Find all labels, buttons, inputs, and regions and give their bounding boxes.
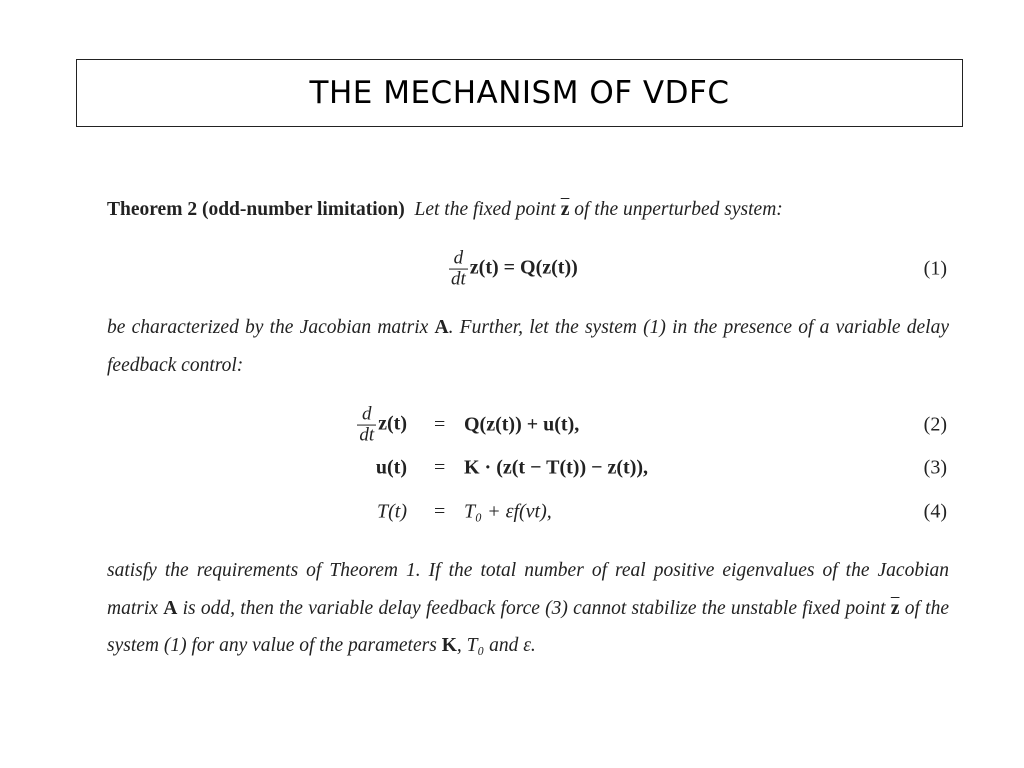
derivative-fraction [449, 249, 468, 290]
equation-2 [107, 405, 949, 445]
equation-3 [107, 448, 949, 488]
equation-2-lhs-expression: z(t) [378, 412, 407, 435]
paragraph-2 [107, 309, 949, 384]
delay-symbol: T₀ [466, 635, 485, 656]
equals-sign: = [434, 413, 446, 436]
epsilon-symbol: ε [523, 635, 531, 656]
paragraph-3-text-c: of the system (1) for any value of the parameters [107, 597, 950, 656]
paragraph-2-text-b: . Further, let the system (1) in the presence of a variable delay feedback control: [107, 317, 950, 376]
paragraph-3-text-f: . [530, 635, 536, 656]
equals-sign: = [434, 500, 446, 523]
jacobian-symbol: A [163, 597, 178, 619]
equation-2-rhs: Q(z(t)) + u(t), [464, 413, 580, 436]
equation-1-body [449, 249, 578, 290]
theorem-heading: Theorem 2 (odd-number limitation) [107, 199, 405, 220]
slide-title: THE MECHANISM OF VDFC [309, 75, 730, 111]
equation-3-number: (3) [923, 456, 947, 479]
equals-sign: = [434, 456, 446, 479]
fraction-numerator: d [453, 247, 464, 269]
gain-matrix-symbol: K [441, 635, 457, 656]
paragraph-2-text-a: be characterized by the Jacobian matrix [107, 317, 429, 338]
equation-4-lhs: T(t) [377, 500, 407, 523]
derivative-fraction [357, 405, 376, 446]
theorem-intro-text-a: Let the fixed point [414, 199, 556, 220]
fraction-denominator: dt [359, 424, 375, 446]
paragraph-3-text-e: and [489, 635, 519, 656]
fixed-point-symbol: $\overline{z}$ [560, 199, 570, 220]
paragraph-3-text-d: , [456, 635, 462, 656]
equation-3-lhs: u(t) [375, 456, 407, 479]
equation-3-rhs: K · (z(t − T(t)) − z(t)), [464, 456, 649, 479]
theorem-intro-text-b: of the unperturbed system: [574, 199, 783, 220]
equation-4-number: (4) [923, 500, 947, 523]
fraction-denominator: dt [451, 268, 466, 290]
fraction-numerator: d [362, 403, 372, 425]
equation-4-rhs: T₀ + εf(νt), [464, 500, 552, 523]
equation-1 [107, 249, 949, 289]
equation-1-number: (1) [923, 257, 947, 280]
slide-title-box [76, 59, 963, 127]
equation-4 [107, 492, 949, 532]
fixed-point-symbol: $\overline{z}$ [890, 597, 900, 619]
equation-2-number: (2) [923, 413, 947, 436]
paragraph-3-text-a: satisfy the requirements of Theorem 1. If the total number of real positive eigenvalues of the Jacobian matrix [107, 560, 949, 619]
equation-2-lhs [357, 405, 407, 446]
theorem-intro [107, 191, 949, 229]
jacobian-symbol: A [434, 317, 449, 338]
paragraph-3 [107, 552, 949, 665]
paragraph-3-text-b: is odd, then the variable delay feedback force (3) cannot stabilize the unstable fixed point [182, 597, 886, 619]
equation-1-expression: z(t) = Q(z(t)) [469, 256, 578, 279]
